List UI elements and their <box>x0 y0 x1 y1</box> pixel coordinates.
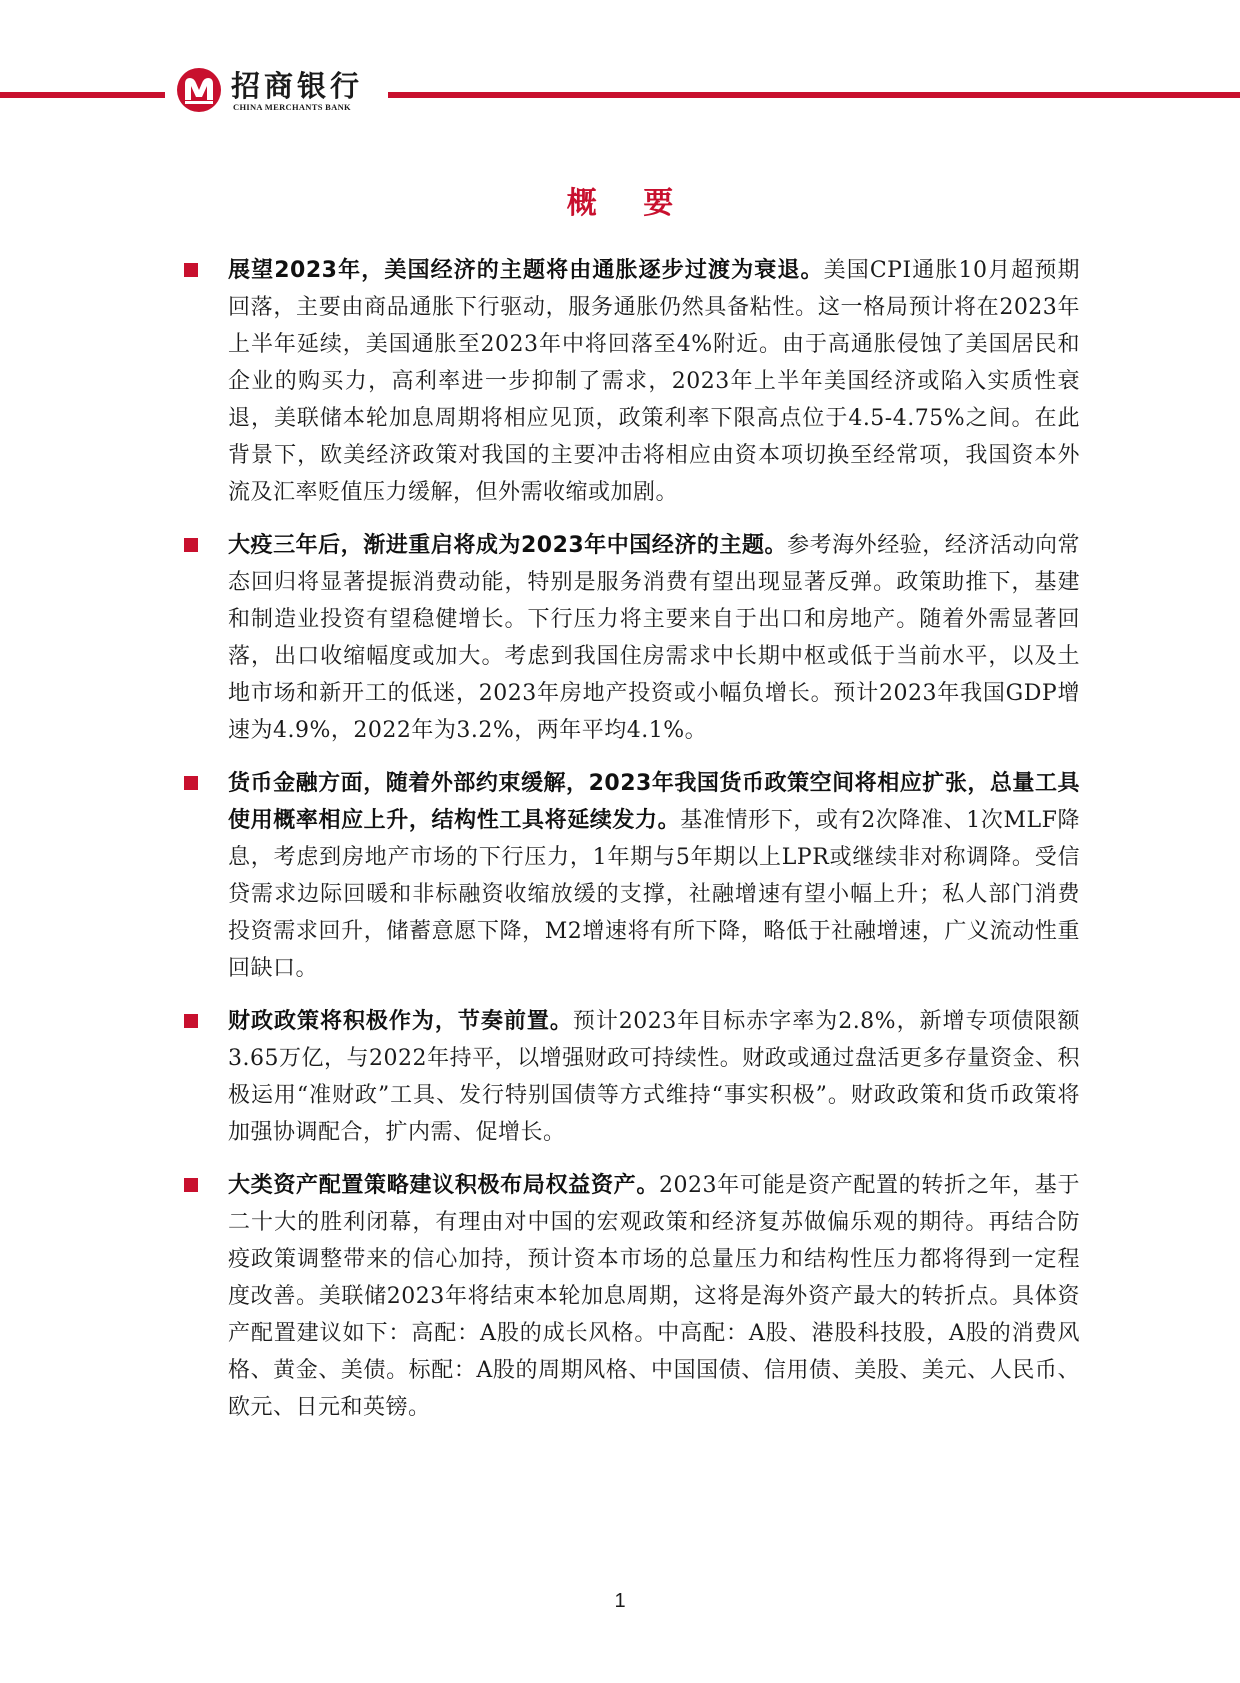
summary-body: 参考海外经验，经济活动向常态回归将显著提振消费动能，特别是服务消费有望出现显著反弹。政策助推下，基建和制造业投资有望稳健增长。下行压力将主要来自于出口和房地产。随着外需显著回落，出口收缩幅度或加大。考虑到我国住房需求中长期中枢或低于当前水平，以及土地市场和新开工的低迷，2023年房地产投资或小幅负增长。预计2023年我国GDP增速为4.9%，2022年为3.2%，两年平均4.1%。 <box>228 533 1080 743</box>
page-header <box>0 60 1240 120</box>
summary-item <box>184 765 1080 987</box>
summary-body: 美国CPI通胀10月超预期回落，主要由商品通胀下行驱动，服务通胀仍然具备粘性。这一格局预计将在2023年上半年延续，美国通胀至2023年中将回落至4%附近。由于高通胀侵蚀了美国居民和企业的购买力，高利率进一步抑制了需求，2023年上半年美国经济或陷入实质性衰退，美联储本轮加息周期将相应见顶，政策利率下限高点位于4.5-4.75%之间。在此背景下，欧美经济政策对我国的主要冲击将相应由资本项切换至经常项，我国资本外流及汇率贬值压力缓解，但外需收缩或加剧。 <box>228 258 1081 505</box>
summary-body: 预计2023年目标赤字率为2.8%，新增专项债限额3.65万亿，与2022年持平，以增强财政可持续性。财政或通过盘活更多存量资金、积极运用“准财政”工具、发行特别国债等方式维持“事实积极”。财政政策和货币政策将加强协调配合，扩内需、促增长。 <box>228 1009 1080 1145</box>
summary-item <box>184 252 1080 511</box>
summary-item <box>184 1003 1080 1151</box>
bullet-square-icon <box>184 776 198 790</box>
summary-item <box>184 527 1080 749</box>
summary-paragraph <box>228 252 1080 511</box>
summary-paragraph <box>228 1167 1080 1426</box>
summary-paragraph <box>228 1003 1080 1151</box>
header-rule-right <box>388 92 1240 98</box>
summary-paragraph <box>228 765 1080 987</box>
summary-body: 2023年可能是资产配置的转折之年，基于二十大的胜利闭幕，有理由对中国的宏观政策和经济复苏做偏乐观的期待。再结合防疫政策调整带来的信心加持，预计资本市场的总量压力和结构性压力都将得到一定程度改善。美联储2023年将结束本轮加息周期，这将是海外资产最大的转折点。具体资产配置建议如下：高配：A股的成长风格。中高配：A股、港股科技股，A股的消费风格、黄金、美债。标配：A股的周期风格、中国国债、信用债、美股、美元、人民币、欧元、日元和英镑。 <box>228 1173 1080 1420</box>
summary-paragraph <box>228 527 1080 749</box>
bank-logo-icon <box>175 66 223 114</box>
summary-lead: 大类资产配置策略建议积极布局权益资产。 <box>228 1173 660 1198</box>
bank-logo <box>175 66 385 122</box>
bank-name-en: CHINA MERCHANTS BANK <box>233 102 351 112</box>
bullet-square-icon <box>184 263 198 277</box>
summary-body: 基准情形下，或有2次降准、1次MLF降息，考虑到房地产市场的下行压力，1年期与5年期以上LPR或继续非对称调降。受信贷需求边际回暖和非标融资收缩放缓的支撑，社融增速有望小幅上升；私人部门消费投资需求回升，储蓄意愿下降，M2增速将有所下降，略低于社融增速，广义流动性重回缺口。 <box>228 808 1080 981</box>
bullet-square-icon <box>184 1178 198 1192</box>
page-number: 1 <box>614 1590 626 1612</box>
summary-lead: 大疫三年后，渐进重启将成为2023年中国经济的主题。 <box>228 533 788 558</box>
page-title: 概 要 <box>566 186 692 221</box>
summary-list <box>184 252 1080 1442</box>
summary-item <box>184 1167 1080 1426</box>
header-rule-left <box>0 92 165 98</box>
summary-lead: 财政政策将积极作为，节奏前置。 <box>228 1009 573 1034</box>
bank-name-cn: 招商银行 <box>231 69 364 103</box>
bullet-square-icon <box>184 538 198 552</box>
summary-lead: 货币金融方面，随着外部约束缓解，2023年我国货币政策空间将相应扩张，总量工具使用概率相应上升，结构性工具将延续发力。 <box>228 771 1080 833</box>
summary-lead: 展望2023年，美国经济的主题将由通胀逐步过渡为衰退。 <box>228 258 824 283</box>
bullet-square-icon <box>184 1014 198 1028</box>
